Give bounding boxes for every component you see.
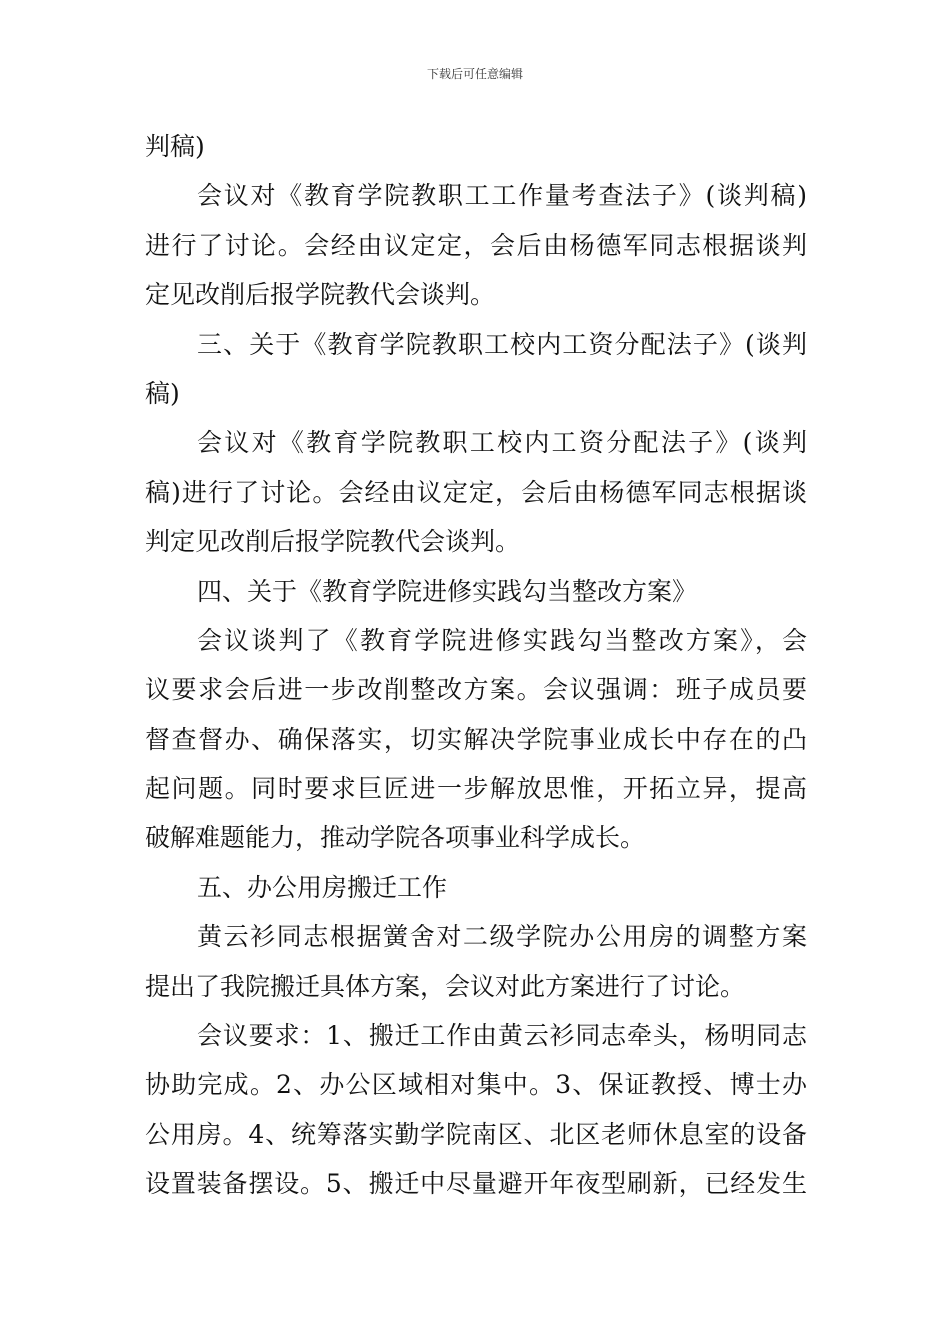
text-line: 定见改削后报学院教代会谈判。 xyxy=(145,280,496,310)
section-heading: 三、关于《教育学院教职工校内工资分配法子》(谈判 xyxy=(197,329,807,359)
text-line: 稿)进行了讨论。会经由议定定，会后由杨德军同志根据谈 xyxy=(145,477,807,507)
text-line: 会议要求：1、搬迁工作由黄云衫同志牵头，杨明同志 xyxy=(197,1021,807,1051)
text-line: 会议谈判了《教育学院进修实践勾当整改方案》，会 xyxy=(197,625,807,655)
text-line: 会议对《教育学院教职工校内工资分配法子》(谈判 xyxy=(197,428,807,458)
section-heading: 五、办公用房搬迁工作 xyxy=(197,872,448,902)
text-line: 破解难题能力，推动学院各项事业科学成长。 xyxy=(145,823,646,853)
text-line: 议要求会后进一步改削整改方案。会议强调：班子成员要 xyxy=(145,675,807,705)
text-line: 督查督办、确保落实，切实解决学院事业成长中存在的凸 xyxy=(145,724,807,754)
text-line: 公用房。4、统筹落实勤学院南区、北区老师休息室的设备 xyxy=(145,1119,807,1149)
text-line: 协助完成。2、办公区域相对集中。3、保证教授、博士办 xyxy=(145,1070,807,1100)
text-line: 稿) xyxy=(145,378,180,408)
text-line: 设置装备摆设。5、搬迁中尽量避开年夜型刷新，已经发生 xyxy=(145,1169,807,1199)
text-line: 会议对《教育学院教职工工作量考查法子》(谈判稿) xyxy=(197,181,807,211)
text-line: 进行了讨论。会经由议定定，会后由杨德军同志根据谈判 xyxy=(145,230,807,260)
text-line: 判定见改削后报学院教代会谈判。 xyxy=(145,527,521,557)
text-line: 提出了我院搬迁具体方案，会议对此方案进行了讨论。 xyxy=(145,971,746,1001)
page-header: 下载后可任意编辑 xyxy=(426,67,523,81)
document-body xyxy=(145,122,807,1209)
section-heading: 四、关于《教育学院进修实践勾当整改方案》 xyxy=(197,576,698,606)
text-line: 判稿) xyxy=(145,132,205,161)
text-line: 黄云衫同志根据黉舍对二级学院办公用房的调整方案 xyxy=(197,922,807,952)
text-line: 起问题。同时要求巨匠进一步解放思惟，开拓立异，提高 xyxy=(145,774,807,804)
